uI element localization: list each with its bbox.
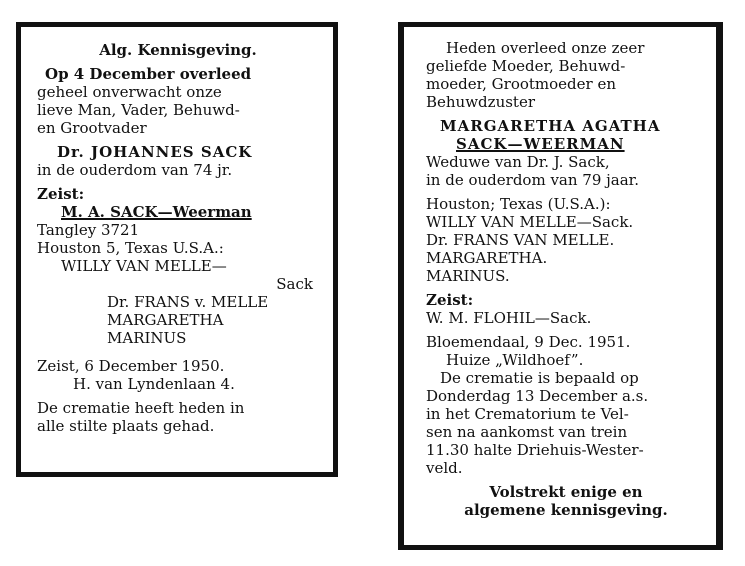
widow-of: Weduwe van Dr. J. Sack, [426, 153, 610, 171]
family-member: WILLY VAN MELLE— [61, 257, 227, 275]
deceased-name-last: SACK—WEERMAN [456, 135, 625, 153]
widow-name: M. A. SACK—Weerman [61, 203, 252, 221]
family-member: MARINUS [107, 329, 187, 347]
cremation-line: sen na aankomst van trein [426, 423, 628, 441]
notice-text-line: moeder, Grootmoeder en [426, 75, 616, 93]
family-member-suffix: Sack [276, 275, 313, 293]
notice-text-line: geliefde Moeder, Behuwd- [426, 57, 626, 75]
place-label: Zeist: [37, 185, 85, 203]
family-member: MARGARETHA. [426, 249, 548, 267]
closing-line: Volstrekt enige en [489, 483, 643, 501]
notice-date: Bloemendaal, 9 Dec. 1951. [426, 333, 631, 351]
notice-text-line: Heden overleed onze zeer [446, 39, 645, 57]
deceased-age: in de ouderdom van 74 jr. [37, 161, 233, 179]
phone-number: Tangley 3721 [37, 221, 140, 239]
deceased-age: in de ouderdom van 79 jaar. [426, 171, 639, 189]
city-label: Houston 5, Texas U.S.A.: [37, 239, 224, 257]
cremation-line: in het Crematorium te Vel- [426, 405, 629, 423]
city-label: Houston; Texas (U.S.A.): [426, 195, 611, 213]
family-member: MARINUS. [426, 267, 510, 285]
notice-date: Zeist, 6 December 1950. [37, 357, 225, 375]
family-member: W. M. FLOHIL—Sack. [426, 309, 592, 327]
closing-line: De crematie heeft heden in [37, 399, 245, 417]
notice-text-line: lieve Man, Vader, Behuwd- [37, 101, 240, 119]
death-notice-margaretha-sack-weerman [398, 22, 723, 550]
family-member: MARGARETHA [107, 311, 224, 329]
deceased-name-first: MARGARETHA AGATHA [440, 117, 661, 135]
closing-line: algemene kennisgeving. [464, 501, 668, 519]
place-label: Zeist: [426, 291, 474, 309]
notice-title: Alg. Kennisgeving. [99, 41, 257, 59]
notice-address: H. van Lyndenlaan 4. [73, 375, 235, 393]
cremation-line: veld. [426, 459, 463, 477]
deceased-name: Dr. JOHANNES SACK [57, 143, 253, 161]
notice-text-line: Op 4 December overleed [45, 65, 252, 83]
cremation-line: De crematie is bepaald op [440, 369, 639, 387]
death-notice-johannes-sack [16, 22, 338, 477]
cremation-line: 11.30 halte Driehuis-Wester- [426, 441, 644, 459]
notice-text-line: geheel onverwacht onze [37, 83, 222, 101]
family-member: Dr. FRANS VAN MELLE. [426, 231, 615, 249]
notice-text-line: en Grootvader [37, 119, 147, 137]
notice-text-line: Behuwdzuster [426, 93, 535, 111]
house-name: Huize „Wildhoef”. [446, 351, 584, 369]
family-member: Dr. FRANS v. MELLE [107, 293, 269, 311]
cremation-line: Donderdag 13 December a.s. [426, 387, 649, 405]
closing-line: alle stilte plaats gehad. [37, 417, 215, 435]
family-member: WILLY VAN MELLE—Sack. [426, 213, 634, 231]
